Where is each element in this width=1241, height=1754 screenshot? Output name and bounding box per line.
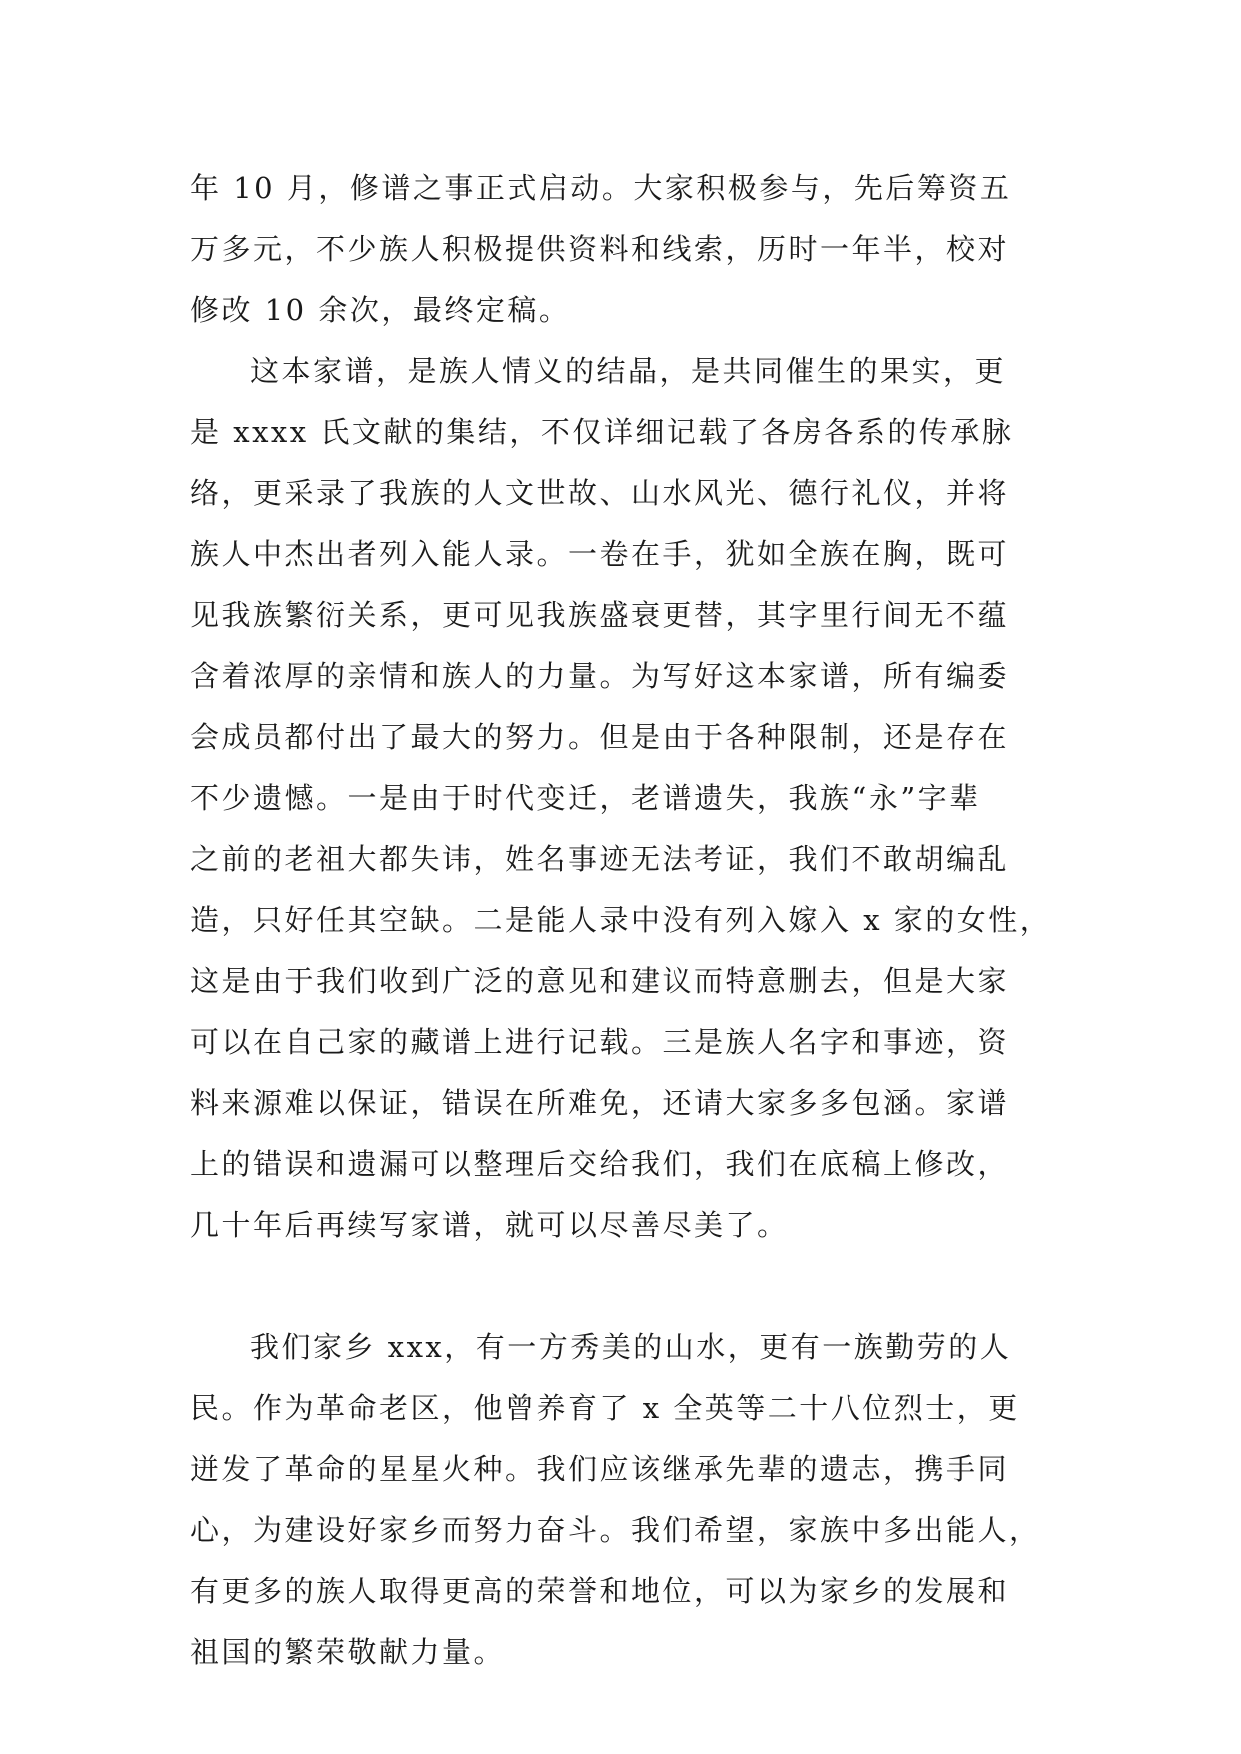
text-line: 修改 10 余次，最终定稿。 [190, 293, 571, 327]
paragraph-1 [190, 158, 1060, 341]
document-body [190, 158, 1060, 1683]
paragraph-3 [190, 1317, 1060, 1683]
text-line: 族人中杰出者列入能人录。一卷在手，犹如全族在胸，既可 [190, 537, 1010, 571]
text-line: 几十年后再续写家谱，就可以尽善尽美了。 [190, 1208, 789, 1242]
text-line: 上的错误和遗漏可以整理后交给我们，我们在底稿上修改， [190, 1147, 1010, 1181]
text-line: 这本家谱，是族人情义的结晶，是共同催生的果实，更 [250, 354, 1007, 388]
text-line: 造，只好任其空缺。二是能人录中没有列入嫁入 x 家的女性， [190, 903, 1052, 937]
text-line: 我们家乡 xxx，有一方秀美的山水，更有一族勤劳的人 [250, 1330, 1012, 1364]
text-line: 络，更采录了我族的人文世故、山水风光、德行礼仪，并将 [190, 476, 1010, 510]
text-line: 会成员都付出了最大的努力。但是由于各种限制，还是存在 [190, 720, 1010, 754]
paragraph-2 [190, 341, 1060, 1317]
text-line: 心，为建设好家乡而努力奋斗。我们希望，家族中多出能人， [190, 1513, 1041, 1547]
text-line: 年 10 月，修谱之事正式启动。大家积极参与，先后筹资五 [190, 171, 1012, 205]
text-line: 之前的老祖大都失讳，姓名事迹无法考证，我们不敢胡编乱 [190, 842, 1010, 876]
text-line: 万多元，不少族人积极提供资料和线索，历时一年半，校对 [190, 232, 1010, 266]
text-line: 有更多的族人取得更高的荣誉和地位，可以为家乡的发展和 [190, 1574, 1010, 1608]
text-line: 不少遗憾。一是由于时代变迁，老谱遗失，我族“永”字辈 [190, 781, 981, 815]
text-line: 民。作为革命老区，他曾养育了 x 全英等二十八位烈士，更 [190, 1391, 1020, 1425]
text-line: 料来源难以保证，错误在所难免，还请大家多多包涵。家谱 [190, 1086, 1010, 1120]
text-line: 这是由于我们收到广泛的意见和建议而特意删去，但是大家 [190, 964, 1010, 998]
text-line: 祖国的繁荣敬献力量。 [190, 1635, 506, 1669]
text-line: 是 xxxx 氏文献的集结，不仅详细记载了各房各系的传承脉 [190, 415, 1014, 449]
text-line: 含着浓厚的亲情和族人的力量。为写好这本家谱，所有编委 [190, 659, 1010, 693]
text-line [190, 1256, 1060, 1317]
text-line: 可以在自己家的藏谱上进行记载。三是族人名字和事迹，资 [190, 1025, 1010, 1059]
text-line: 见我族繁衍关系，更可见我族盛衰更替，其字里行间无不蕴 [190, 598, 1010, 632]
text-line: 迸发了革命的星星火种。我们应该继承先辈的遗志，携手同 [190, 1452, 1010, 1486]
